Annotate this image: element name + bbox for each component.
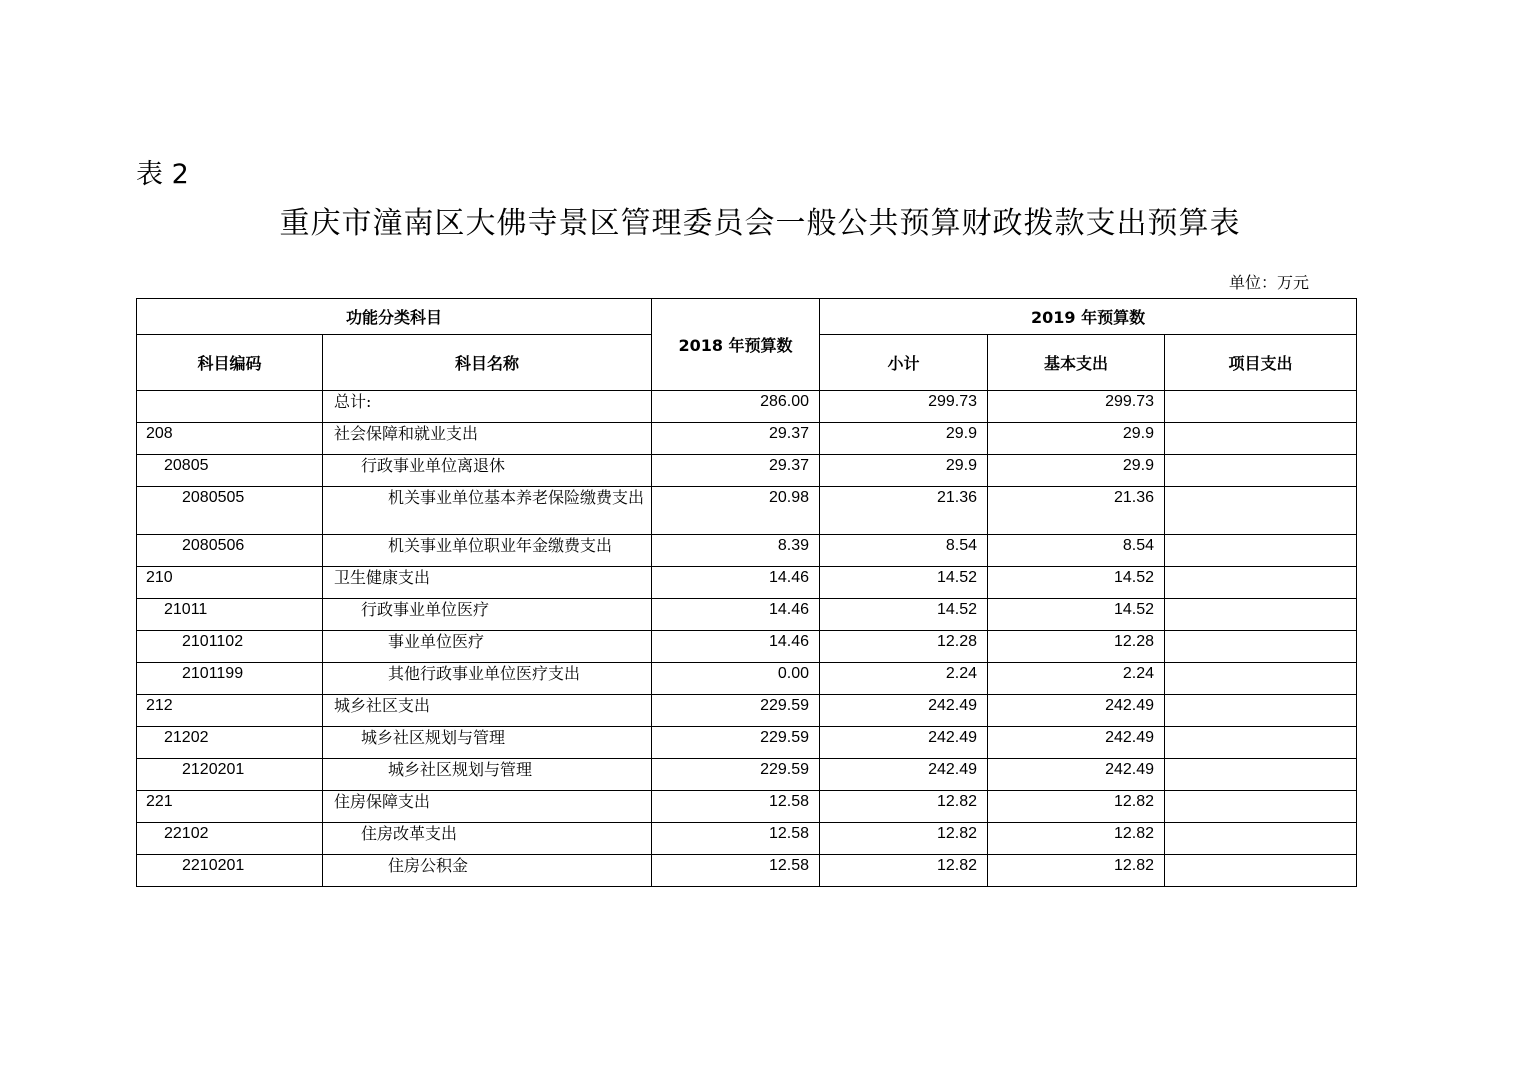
cell-subtotal: 12.28 xyxy=(820,631,988,663)
cell-project xyxy=(1165,855,1357,887)
cell-subtotal: 29.9 xyxy=(820,455,988,487)
cell-code: 2080506 xyxy=(137,535,323,567)
cell-2018: 20.98 xyxy=(652,487,820,535)
cell-basic: 29.9 xyxy=(988,455,1165,487)
cell-project xyxy=(1165,455,1357,487)
header-row-1 xyxy=(137,299,1357,335)
cell-basic: 12.28 xyxy=(988,631,1165,663)
cell-2018: 14.46 xyxy=(652,599,820,631)
cell-name: 其他行政事业单位医疗支出 xyxy=(323,663,652,695)
cell-subtotal: 2.24 xyxy=(820,663,988,695)
header-subtotal: 小计 xyxy=(820,335,988,391)
cell-basic: 242.49 xyxy=(988,695,1165,727)
header-name: 科目名称 xyxy=(323,335,652,391)
cell-name: 行政事业单位医疗 xyxy=(323,599,652,631)
cell-project xyxy=(1165,663,1357,695)
cell-basic: 12.82 xyxy=(988,823,1165,855)
cell-basic: 242.49 xyxy=(988,759,1165,791)
table-row xyxy=(137,631,1357,663)
table-row xyxy=(137,663,1357,695)
cell-project xyxy=(1165,631,1357,663)
header-basic: 基本支出 xyxy=(988,335,1165,391)
cell-2018: 286.00 xyxy=(652,391,820,423)
page-title: 重庆市潼南区大佛寺景区管理委员会一般公共预算财政拨款支出预算表 xyxy=(279,206,1241,241)
cell-subtotal: 29.9 xyxy=(820,423,988,455)
cell-code: 20805 xyxy=(137,455,323,487)
table-row xyxy=(137,487,1357,535)
header-project: 项目支出 xyxy=(1165,335,1357,391)
cell-project xyxy=(1165,759,1357,791)
budget-table xyxy=(136,298,1357,887)
cell-basic: 242.49 xyxy=(988,727,1165,759)
cell-subtotal: 242.49 xyxy=(820,695,988,727)
cell-2018: 14.46 xyxy=(652,567,820,599)
cell-subtotal: 242.49 xyxy=(820,727,988,759)
table-row xyxy=(137,391,1357,423)
cell-project xyxy=(1165,567,1357,599)
cell-2018: 29.37 xyxy=(652,455,820,487)
cell-code: 2101102 xyxy=(137,631,323,663)
cell-2018: 229.59 xyxy=(652,695,820,727)
cell-project xyxy=(1165,695,1357,727)
cell-name: 事业单位医疗 xyxy=(323,631,652,663)
cell-basic: 299.73 xyxy=(988,391,1165,423)
cell-code: 21011 xyxy=(137,599,323,631)
cell-2018: 229.59 xyxy=(652,727,820,759)
table-row xyxy=(137,423,1357,455)
cell-project xyxy=(1165,727,1357,759)
header-function-category: 功能分类科目 xyxy=(137,299,652,335)
cell-subtotal: 12.82 xyxy=(820,791,988,823)
cell-basic: 21.36 xyxy=(988,487,1165,535)
cell-project xyxy=(1165,599,1357,631)
cell-subtotal: 14.52 xyxy=(820,599,988,631)
cell-2018: 0.00 xyxy=(652,663,820,695)
cell-2018: 14.46 xyxy=(652,631,820,663)
cell-subtotal: 21.36 xyxy=(820,487,988,535)
cell-project xyxy=(1165,487,1357,535)
cell-name: 住房公积金 xyxy=(323,855,652,887)
table-row xyxy=(137,791,1357,823)
cell-name: 卫生健康支出 xyxy=(323,567,652,599)
cell-subtotal: 12.82 xyxy=(820,855,988,887)
cell-code: 221 xyxy=(137,791,323,823)
cell-code xyxy=(137,391,323,423)
cell-project xyxy=(1165,391,1357,423)
cell-basic: 2.24 xyxy=(988,663,1165,695)
cell-2018: 12.58 xyxy=(652,855,820,887)
header-budget-2018: 2018 年预算数 xyxy=(652,299,820,391)
cell-project xyxy=(1165,535,1357,567)
unit-label: 单位：万元 xyxy=(1229,273,1310,292)
table-row xyxy=(137,823,1357,855)
table-row xyxy=(137,855,1357,887)
cell-2018: 229.59 xyxy=(652,759,820,791)
cell-name: 行政事业单位离退休 xyxy=(323,455,652,487)
cell-basic: 12.82 xyxy=(988,855,1165,887)
cell-basic: 29.9 xyxy=(988,423,1165,455)
cell-name: 机关事业单位基本养老保险缴费支出 xyxy=(323,487,652,535)
table-row xyxy=(137,599,1357,631)
cell-name: 机关事业单位职业年金缴费支出 xyxy=(323,535,652,567)
cell-name: 住房改革支出 xyxy=(323,823,652,855)
cell-subtotal: 8.54 xyxy=(820,535,988,567)
cell-code: 2101199 xyxy=(137,663,323,695)
cell-name: 城乡社区规划与管理 xyxy=(323,727,652,759)
table-row xyxy=(137,535,1357,567)
cell-2018: 8.39 xyxy=(652,535,820,567)
table-label: 表 2 xyxy=(136,159,189,190)
cell-basic: 12.82 xyxy=(988,791,1165,823)
cell-code: 21202 xyxy=(137,727,323,759)
cell-subtotal: 242.49 xyxy=(820,759,988,791)
cell-basic: 14.52 xyxy=(988,567,1165,599)
cell-name: 总计: xyxy=(323,391,652,423)
cell-subtotal: 299.73 xyxy=(820,391,988,423)
cell-basic: 14.52 xyxy=(988,599,1165,631)
cell-2018: 12.58 xyxy=(652,823,820,855)
cell-name: 城乡社区规划与管理 xyxy=(323,759,652,791)
cell-code: 22102 xyxy=(137,823,323,855)
cell-project xyxy=(1165,423,1357,455)
cell-project xyxy=(1165,791,1357,823)
cell-subtotal: 14.52 xyxy=(820,567,988,599)
header-budget-2019: 2019 年预算数 xyxy=(820,299,1357,335)
cell-name: 社会保障和就业支出 xyxy=(323,423,652,455)
header-code: 科目编码 xyxy=(137,335,323,391)
cell-2018: 29.37 xyxy=(652,423,820,455)
cell-project xyxy=(1165,823,1357,855)
cell-code: 2210201 xyxy=(137,855,323,887)
table-row xyxy=(137,695,1357,727)
table-row xyxy=(137,727,1357,759)
table-row xyxy=(137,567,1357,599)
cell-name: 住房保障支出 xyxy=(323,791,652,823)
cell-code: 2080505 xyxy=(137,487,323,535)
cell-code: 210 xyxy=(137,567,323,599)
cell-2018: 12.58 xyxy=(652,791,820,823)
table-row xyxy=(137,759,1357,791)
cell-basic: 8.54 xyxy=(988,535,1165,567)
cell-code: 208 xyxy=(137,423,323,455)
cell-code: 2120201 xyxy=(137,759,323,791)
cell-code: 212 xyxy=(137,695,323,727)
cell-subtotal: 12.82 xyxy=(820,823,988,855)
cell-name: 城乡社区支出 xyxy=(323,695,652,727)
table-row xyxy=(137,455,1357,487)
